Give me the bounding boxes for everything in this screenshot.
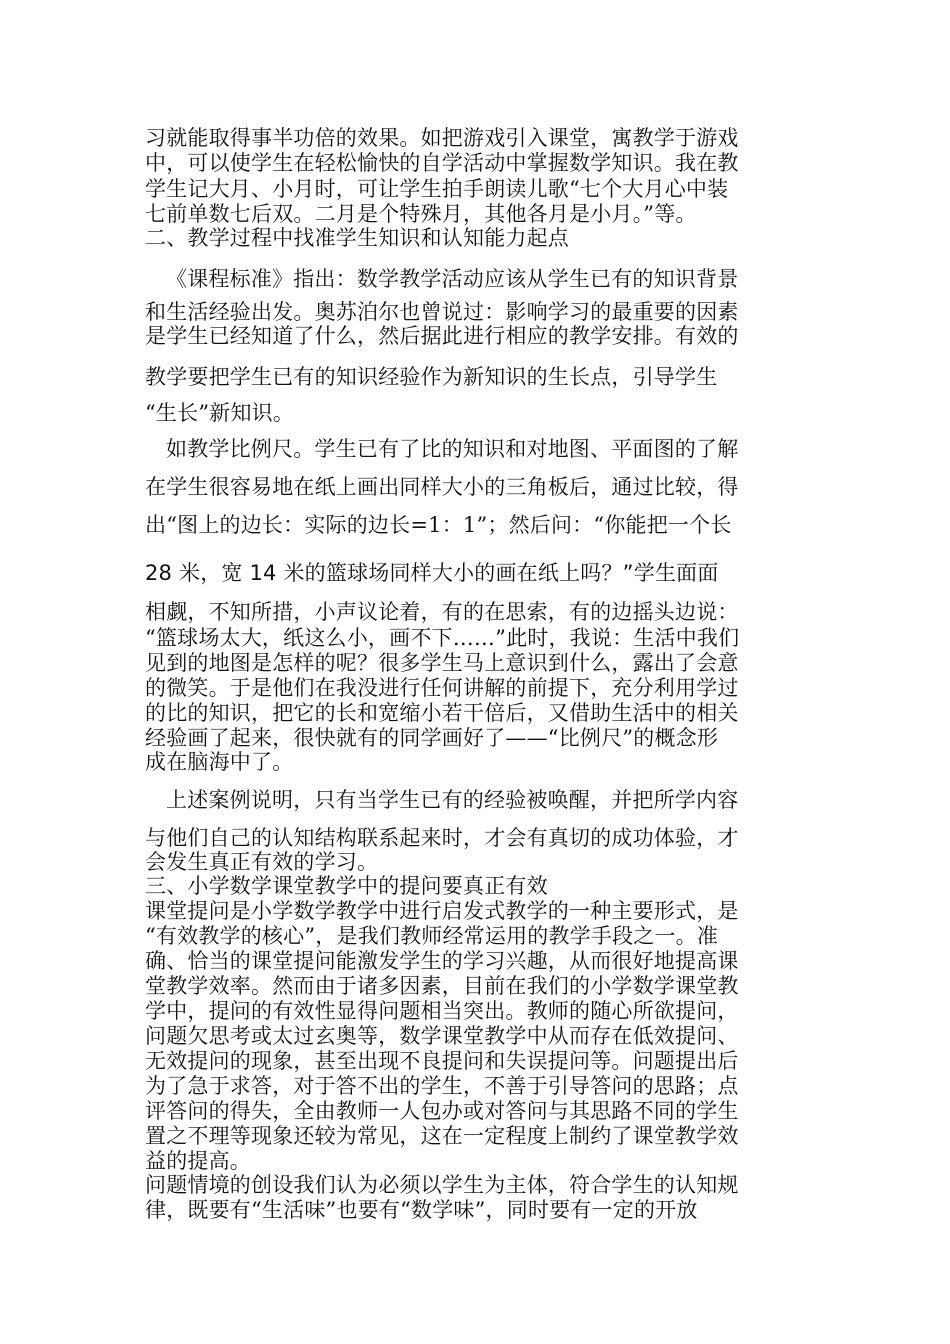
text-line: 问题欠思考或太过玄奥等，数学课堂教学中从而存在低效提问、: [145, 1024, 739, 1048]
text-line: 为了急于求答，对于答不出的学生，不善于引导答问的思路；点: [145, 1074, 739, 1098]
text-line: 28 米，宽 14 米的篮球场同样大小的画在纸上吗？”学生面面: [145, 561, 719, 585]
text-line: 学生记大月、小月时，可让学生拍手朗读儿歌“七个大月心中装: [145, 177, 729, 201]
text-line: 的比的知识，把它的长和宽缩小若干倍后，又借助生活中的相关: [145, 701, 739, 725]
text-line: 与他们自己的认知结构联系起来时，才会有真切的成功体验，才: [145, 826, 739, 850]
paragraph-first-line: 如教学比例尺。学生已有了比的知识和对地图、平面图的了解: [166, 437, 739, 461]
text-line: 课堂提问是小学数学教学中进行启发式教学的一种主要形式，是: [145, 899, 739, 923]
section-heading: 二、教学过程中找准学生知识和认知能力起点: [145, 226, 569, 250]
text-line: “篮球场太大，纸这么小，画不下……”此时，我说：生活中我们: [145, 626, 740, 650]
text-line: 教学要把学生已有的知识经验作为新知识的生长点，引导学生: [145, 365, 718, 389]
text-line: 和生活经验出发。奥苏泊尔也曾说过：影响学习的最重要的因素: [145, 300, 739, 324]
text-line: 中，可以使学生在轻松愉快的自学活动中掌握数学知识。我在教: [145, 151, 739, 175]
paragraph-first-line: 《课程标准》指出：数学教学活动应该从学生已有的知识背景: [166, 267, 739, 291]
text-line: “有效教学的核心”，是我们教师经常运用的教学手段之一。准: [145, 924, 719, 948]
paragraph-first-line: 上述案例说明，只有当学生已有的经验被唤醒，并把所学内容: [166, 788, 739, 812]
text-line: “生长”新知识。: [145, 401, 295, 425]
text-line: 成在脑海中了。: [145, 750, 294, 774]
text-line: 出“图上的边长：实际的边长=1：1”；然后问：“你能把一个长: [145, 513, 732, 537]
text-line: 是学生已经知道了什么，然后据此进行相应的教学安排。有效的: [145, 324, 739, 348]
text-line: 相觑，不知所措，小声议论着，有的在思索，有的边摇头边说：: [145, 600, 739, 624]
text-line: 无效提问的现象，甚至出现不良提问和失误提问等。问题提出后: [145, 1049, 739, 1073]
section-heading: 三、小学数学课堂教学中的提问要真正有效: [145, 874, 548, 898]
text-line: 问题情境的创设我们认为必须以学生为主体，符合学生的认知规: [145, 1173, 739, 1197]
text-line: 习就能取得事半功倍的效果。如把游戏引入课堂，寓教学于游戏: [145, 126, 739, 150]
text-line: 七前单数七后双。二月是个特殊月，其他各月是小月。”等。: [145, 202, 697, 226]
text-line: 在学生很容易地在纸上画出同样大小的三角板后，通过比较，得: [145, 475, 739, 499]
text-line: 会发生真正有效的学习。: [145, 850, 379, 874]
text-line: 律，既要有“生活味”也要有“数学味”，同时要有一定的开放: [145, 1198, 698, 1222]
text-line: 见到的地图是怎样的呢？很多学生马上意识到什么，露出了会意: [145, 651, 739, 675]
text-line: 学中，提问的有效性显得问题相当突出。教师的随心所欲提问，: [145, 999, 739, 1023]
text-line: 益的提高。: [145, 1149, 251, 1173]
text-line: 评答问的得失，全由教师一人包办或对答问与其思路不同的学生: [145, 1099, 739, 1123]
text-line: 堂教学效率。然而由于诸多因素，目前在我们的小学数学课堂教: [145, 974, 739, 998]
text-line: 置之不理等现象还较为常见，这在一定程度上制约了课堂教学效: [145, 1124, 739, 1148]
text-line: 的微笑。于是他们在我没进行任何讲解的前提下，充分利用学过: [145, 676, 739, 700]
text-line: 确、恰当的课堂提问能激发学生的学习兴趣，从而很好地提高课: [145, 949, 739, 973]
text-line: 经验画了起来，很快就有的同学画好了——“比例尺”的概念形: [145, 726, 719, 750]
